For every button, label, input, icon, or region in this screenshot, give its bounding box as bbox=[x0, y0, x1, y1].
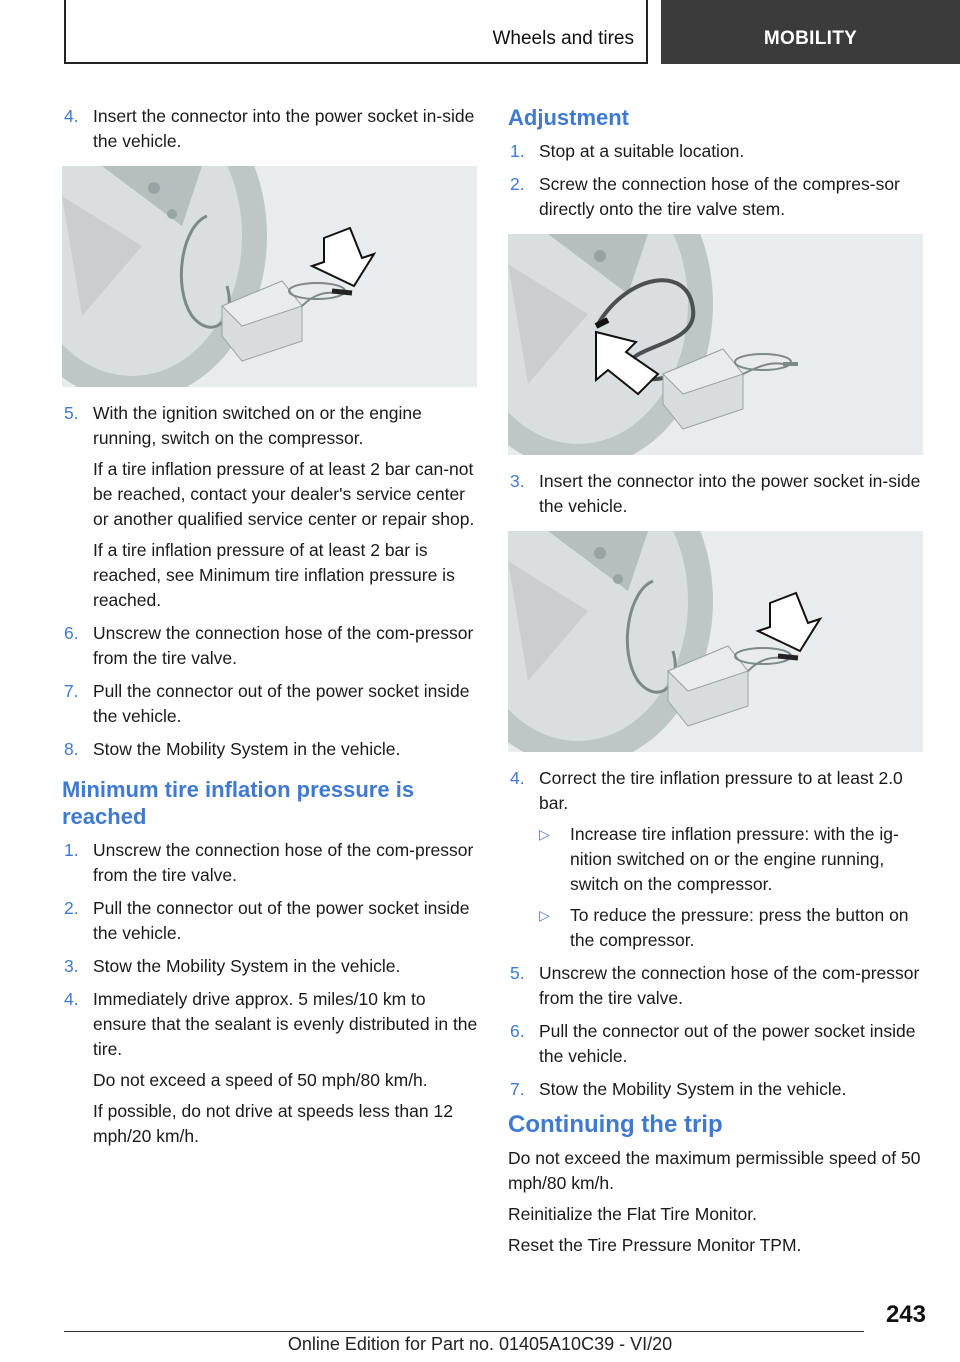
section-heading: Continuing the trip bbox=[508, 1111, 723, 1138]
step-text: Pull the connector out of the power socket inside the vehicle. bbox=[93, 898, 470, 943]
list-item bbox=[508, 766, 926, 953]
list-item bbox=[508, 469, 926, 519]
list-item bbox=[62, 987, 480, 1149]
bullet-text: Increase tire inflation pressure: with the ig‐nition switched on or the engine running, switch on the compressor. bbox=[570, 824, 899, 894]
step-number: 5. bbox=[510, 963, 525, 983]
section-heading: Minimum tire inflation pressure is reached bbox=[62, 777, 415, 829]
step-text: Pull the connector out of the power socket inside the vehicle. bbox=[539, 1021, 916, 1066]
step-number: 7. bbox=[64, 681, 79, 701]
section-heading: Adjustment bbox=[508, 105, 629, 130]
list-item bbox=[508, 1077, 926, 1102]
hose-valve-drawing bbox=[508, 234, 923, 455]
step-number: 4. bbox=[64, 106, 79, 126]
step-number: 1. bbox=[510, 141, 525, 161]
step-number: 4. bbox=[64, 989, 79, 1009]
list-item bbox=[62, 954, 480, 979]
triangle-right-icon: ▷ bbox=[539, 826, 550, 842]
step-number: 4. bbox=[510, 768, 525, 788]
step-number: 6. bbox=[510, 1021, 525, 1041]
step-text: Stow the Mobility System in the vehicle. bbox=[93, 739, 401, 759]
step-text: Unscrew the connection hose of the com‐pressor from the tire valve. bbox=[539, 963, 920, 1008]
step-number: 3. bbox=[64, 956, 79, 976]
step-paragraph: If possible, do not drive at speeds less than 12 mph/20 km/h. bbox=[93, 1101, 453, 1146]
edition-note: Online Edition for Part no. 01405A10C39 - VI/20 bbox=[287, 1334, 673, 1354]
step-text: Stow the Mobility System in the vehicle. bbox=[539, 1079, 847, 1099]
chapter-title: MOBILITY bbox=[763, 28, 858, 49]
bullet-item bbox=[539, 903, 926, 953]
step-text: Stop at a suitable location. bbox=[539, 141, 745, 161]
body-paragraph: Do not exceed the maximum permissible speed of 50 mph/80 km/h. bbox=[508, 1148, 921, 1193]
step-text: Unscrew the connection hose of the com‐pressor from the tire valve. bbox=[93, 623, 474, 668]
step-text: Screw the connection hose of the compres‐sor directly onto the tire valve stem. bbox=[539, 174, 900, 219]
bullet-text: To reduce the pressure: press the button on the compressor. bbox=[570, 905, 909, 950]
step-paragraph: If a tire inflation pressure of at least 2 bar is reached, see Minimum tire inflation pressure is reached. bbox=[93, 540, 455, 610]
step-text: Insert the connector into the power socket in‐side the vehicle. bbox=[93, 106, 475, 151]
header-frame bbox=[64, 0, 648, 64]
list-item bbox=[62, 679, 480, 729]
step-text: Stow the Mobility System in the vehicle. bbox=[93, 956, 401, 976]
step-paragraph: If a tire inflation pressure of at least 2 bar can‐not be reached, contact your dealer's service center or another qualified service center or repair shop. bbox=[93, 459, 475, 529]
list-item bbox=[62, 621, 480, 671]
compressor-socket-illustration-2 bbox=[508, 531, 923, 752]
step-text: Insert the connector into the power socket in‐side the vehicle. bbox=[539, 471, 921, 516]
page-number: 243 bbox=[885, 1301, 926, 1328]
hose-valve-illustration bbox=[508, 234, 923, 455]
step-text: With the ignition switched on or the engine running, switch on the compressor. bbox=[93, 403, 422, 448]
list-item bbox=[508, 961, 926, 1011]
list-item bbox=[62, 104, 480, 154]
step-number: 8. bbox=[64, 739, 79, 759]
list-item bbox=[508, 1019, 926, 1069]
compressor-socket-illustration bbox=[62, 166, 477, 387]
step-number: 6. bbox=[64, 623, 79, 643]
step-number: 2. bbox=[64, 898, 79, 918]
step-number: 3. bbox=[510, 471, 525, 491]
body-paragraph: Reset the Tire Pressure Monitor TPM. bbox=[508, 1235, 802, 1255]
triangle-right-icon: ▷ bbox=[539, 907, 550, 923]
list-item bbox=[62, 896, 480, 946]
list-item bbox=[62, 838, 480, 888]
chapter-tab[interactable] bbox=[661, 0, 960, 64]
compressor-socket-drawing bbox=[62, 166, 477, 387]
step-number: 2. bbox=[510, 174, 525, 194]
footer-divider bbox=[64, 1331, 864, 1332]
step-text: Correct the tire inflation pressure to at least 2.0 bar. bbox=[539, 768, 903, 813]
step-number: 7. bbox=[510, 1079, 525, 1099]
body-paragraph: Reinitialize the Flat Tire Monitor. bbox=[508, 1204, 757, 1224]
compressor-socket-drawing-2 bbox=[508, 531, 923, 752]
step-number: 1. bbox=[64, 840, 79, 860]
bullet-item bbox=[539, 822, 926, 897]
list-item bbox=[508, 172, 926, 222]
step-number: 5. bbox=[64, 403, 79, 423]
step-text: Unscrew the connection hose of the com‐pressor from the tire valve. bbox=[93, 840, 474, 885]
step-text: Immediately drive approx. 5 miles/10 km to ensure that the sealant is evenly distributed in the tire. bbox=[93, 989, 478, 1059]
right-column bbox=[508, 104, 926, 1264]
left-column bbox=[62, 104, 480, 1157]
section-title: Wheels and tires bbox=[492, 28, 634, 49]
step-text: Pull the connector out of the power socket inside the vehicle. bbox=[93, 681, 470, 726]
list-item bbox=[62, 737, 480, 762]
step-paragraph: Do not exceed a speed of 50 mph/80 km/h. bbox=[93, 1070, 428, 1090]
list-item bbox=[62, 401, 480, 613]
list-item bbox=[508, 139, 926, 164]
